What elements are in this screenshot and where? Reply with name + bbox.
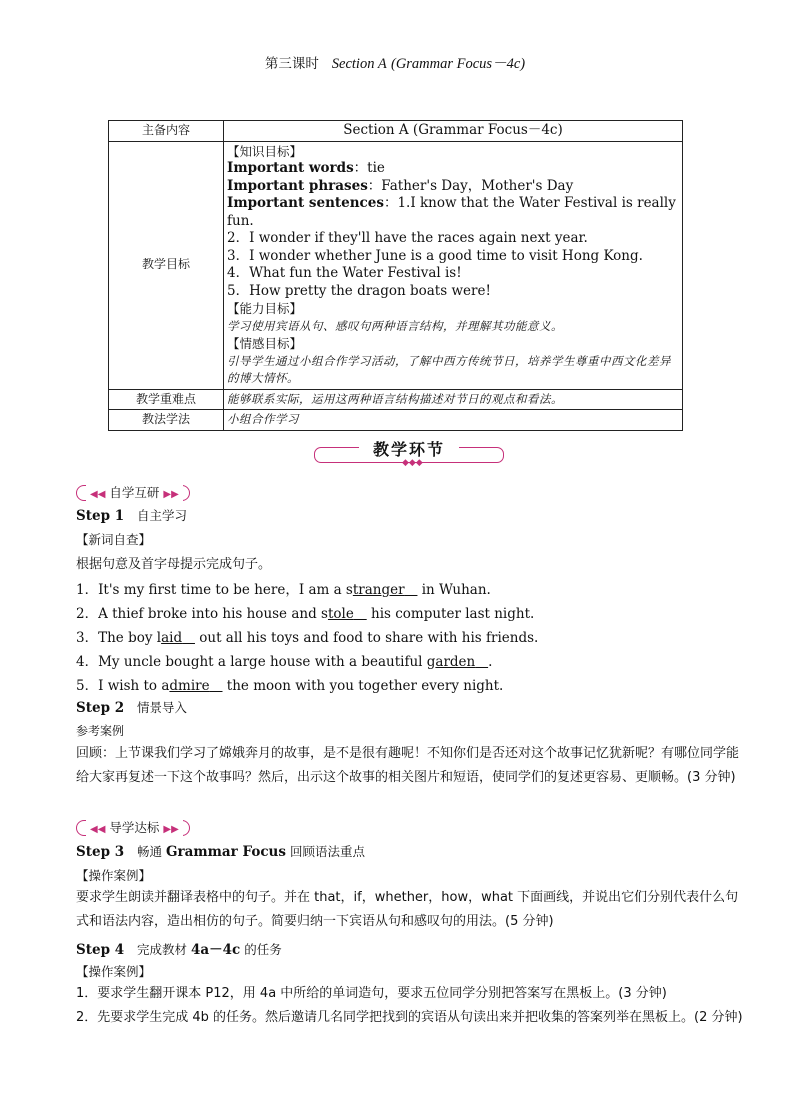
step3-paragraph: 要求学生朗读并翻译表格中的句子。并在 that，if，whether，how，what 下面画线，并说出它们分别代表什么句式和语法内容，造出相仿的句子。简要归纳一下宾语从句和感叹句的用法。(5 分钟)	[76, 890, 739, 929]
answer-3: aid	[161, 630, 183, 646]
page-title	[0, 52, 790, 73]
row-value: 小组合作学习	[224, 410, 683, 431]
row-label: 教学重难点	[109, 389, 224, 410]
tag-self-study	[76, 483, 196, 501]
tag-guided-study	[76, 818, 196, 836]
title-paren: (Grammar Focus－4c)	[390, 56, 526, 72]
important-phrases: Important phrases：Father's Day，Mother's Day	[227, 177, 574, 194]
double-arrow-left-icon: ◀◀	[90, 824, 106, 835]
row-label: 教法学法	[109, 410, 224, 431]
answer-5: dmire	[169, 678, 210, 694]
question-5: 5．I wish to admire the moon with you together every night.	[76, 678, 504, 694]
row-label: 主备内容	[109, 121, 224, 142]
table-row	[109, 389, 683, 410]
lesson-plan-table	[108, 120, 683, 431]
answer-1: tranger	[352, 582, 405, 598]
row-value: Section A (Grammar Focus－4c)	[224, 121, 683, 142]
new-words-header: 【新词自查】	[76, 532, 152, 547]
question-1: 1．It's my first time to be here，I am a stranger in Wuhan.	[76, 582, 491, 598]
sentence-2: 2．I wonder if they'll have the races again next year.	[227, 230, 588, 246]
table-row	[109, 141, 683, 389]
ability-header: 【能力目标】	[227, 301, 303, 316]
operation-case-header: 【操作案例】	[76, 964, 152, 979]
emotion-header: 【情感目标】	[227, 336, 303, 351]
table-row	[109, 410, 683, 431]
step1-heading: Step 1 自主学习	[76, 508, 187, 524]
double-arrow-right-icon: ▶▶	[163, 824, 179, 835]
table-row	[109, 121, 683, 142]
step4-task-1: 1．要求学生翻开课本 P12，用 4a 中所给的单词造句，要求五位同学分别把答案写在黑板上。(3 分钟)	[76, 986, 667, 1001]
question-3: 3．The boy laid out all his toys and food to share with his friends.	[76, 630, 539, 646]
question-2: 2．A thief broke into his house and stole his computer last night.	[76, 606, 535, 622]
instruction-text: 根据句意及首字母提示完成句子。	[76, 557, 272, 572]
title-prefix: 第三课时	[264, 56, 319, 72]
tag-label: 自学互研	[109, 485, 160, 500]
step4-task-2: 2．先要求学生完成 4b 的任务。然后邀请几名同学把找到的宾语从句读出来并把收集的答案列举在黑板上。(2 分钟)	[76, 1010, 743, 1025]
answer-2: tole	[327, 606, 354, 622]
objectives-cell	[224, 141, 683, 389]
row-value: 能够联系实际，运用这两种语言结构描述对节日的观点和看法。	[224, 389, 683, 410]
reference-case-label: 参考案例	[76, 724, 125, 738]
diamond-ornament-icon: ◆◆◆	[402, 458, 423, 468]
step2-heading: Step 2 情景导入	[76, 700, 187, 716]
knowledge-header: 【知识目标】	[227, 143, 303, 159]
sentence-4: 4．What fun the Water Festival is!	[227, 265, 462, 281]
double-arrow-left-icon: ◀◀	[90, 489, 106, 500]
double-arrow-right-icon: ▶▶	[163, 489, 179, 500]
important-sentences: Important sentences：1.I know that the Water Festival is really fun.	[227, 195, 676, 229]
answer-4: arden	[435, 654, 476, 670]
section-banner	[314, 436, 504, 466]
important-words: Important words：tie	[227, 160, 385, 176]
emotion-text: 引导学生通过小组合作学习活动，了解中西方传统节日，培养学生尊重中西文化差异的博大情怀。	[227, 353, 671, 385]
review-paragraph: 回顾：上节课我们学习了嫦娥奔月的故事，是不是很有趣呢！不知你们是否还对这个故事记忆犹新呢？有哪位同学能给大家再复述一下这个故事吗？然后，出示这个故事的相关图片和短语，使同学们的复述更容易、更顺畅。(3 分钟)	[76, 746, 740, 785]
title-section: Section A	[331, 56, 387, 72]
operation-case-header: 【操作案例】	[76, 868, 152, 883]
sentence-5: 5．How pretty the dragon boats were!	[227, 282, 491, 299]
tag-label: 导学达标	[109, 820, 160, 835]
question-4: 4．My uncle bought a large house with a beautiful garden .	[76, 654, 493, 670]
ability-text: 学习使用宾语从句、感叹句两种语言结构，并理解其功能意义。	[227, 318, 563, 333]
step4-heading: Step 4 完成教材 4a－4c 的任务	[76, 942, 282, 958]
step3-heading: Step 3 畅通 Grammar Focus 回顾语法重点	[76, 844, 365, 860]
sentence-3: 3．I wonder whether June is a good time to visit Hong Kong.	[227, 247, 643, 264]
row-label: 教学目标	[109, 141, 224, 389]
banner-title: 教学环节	[359, 437, 459, 460]
